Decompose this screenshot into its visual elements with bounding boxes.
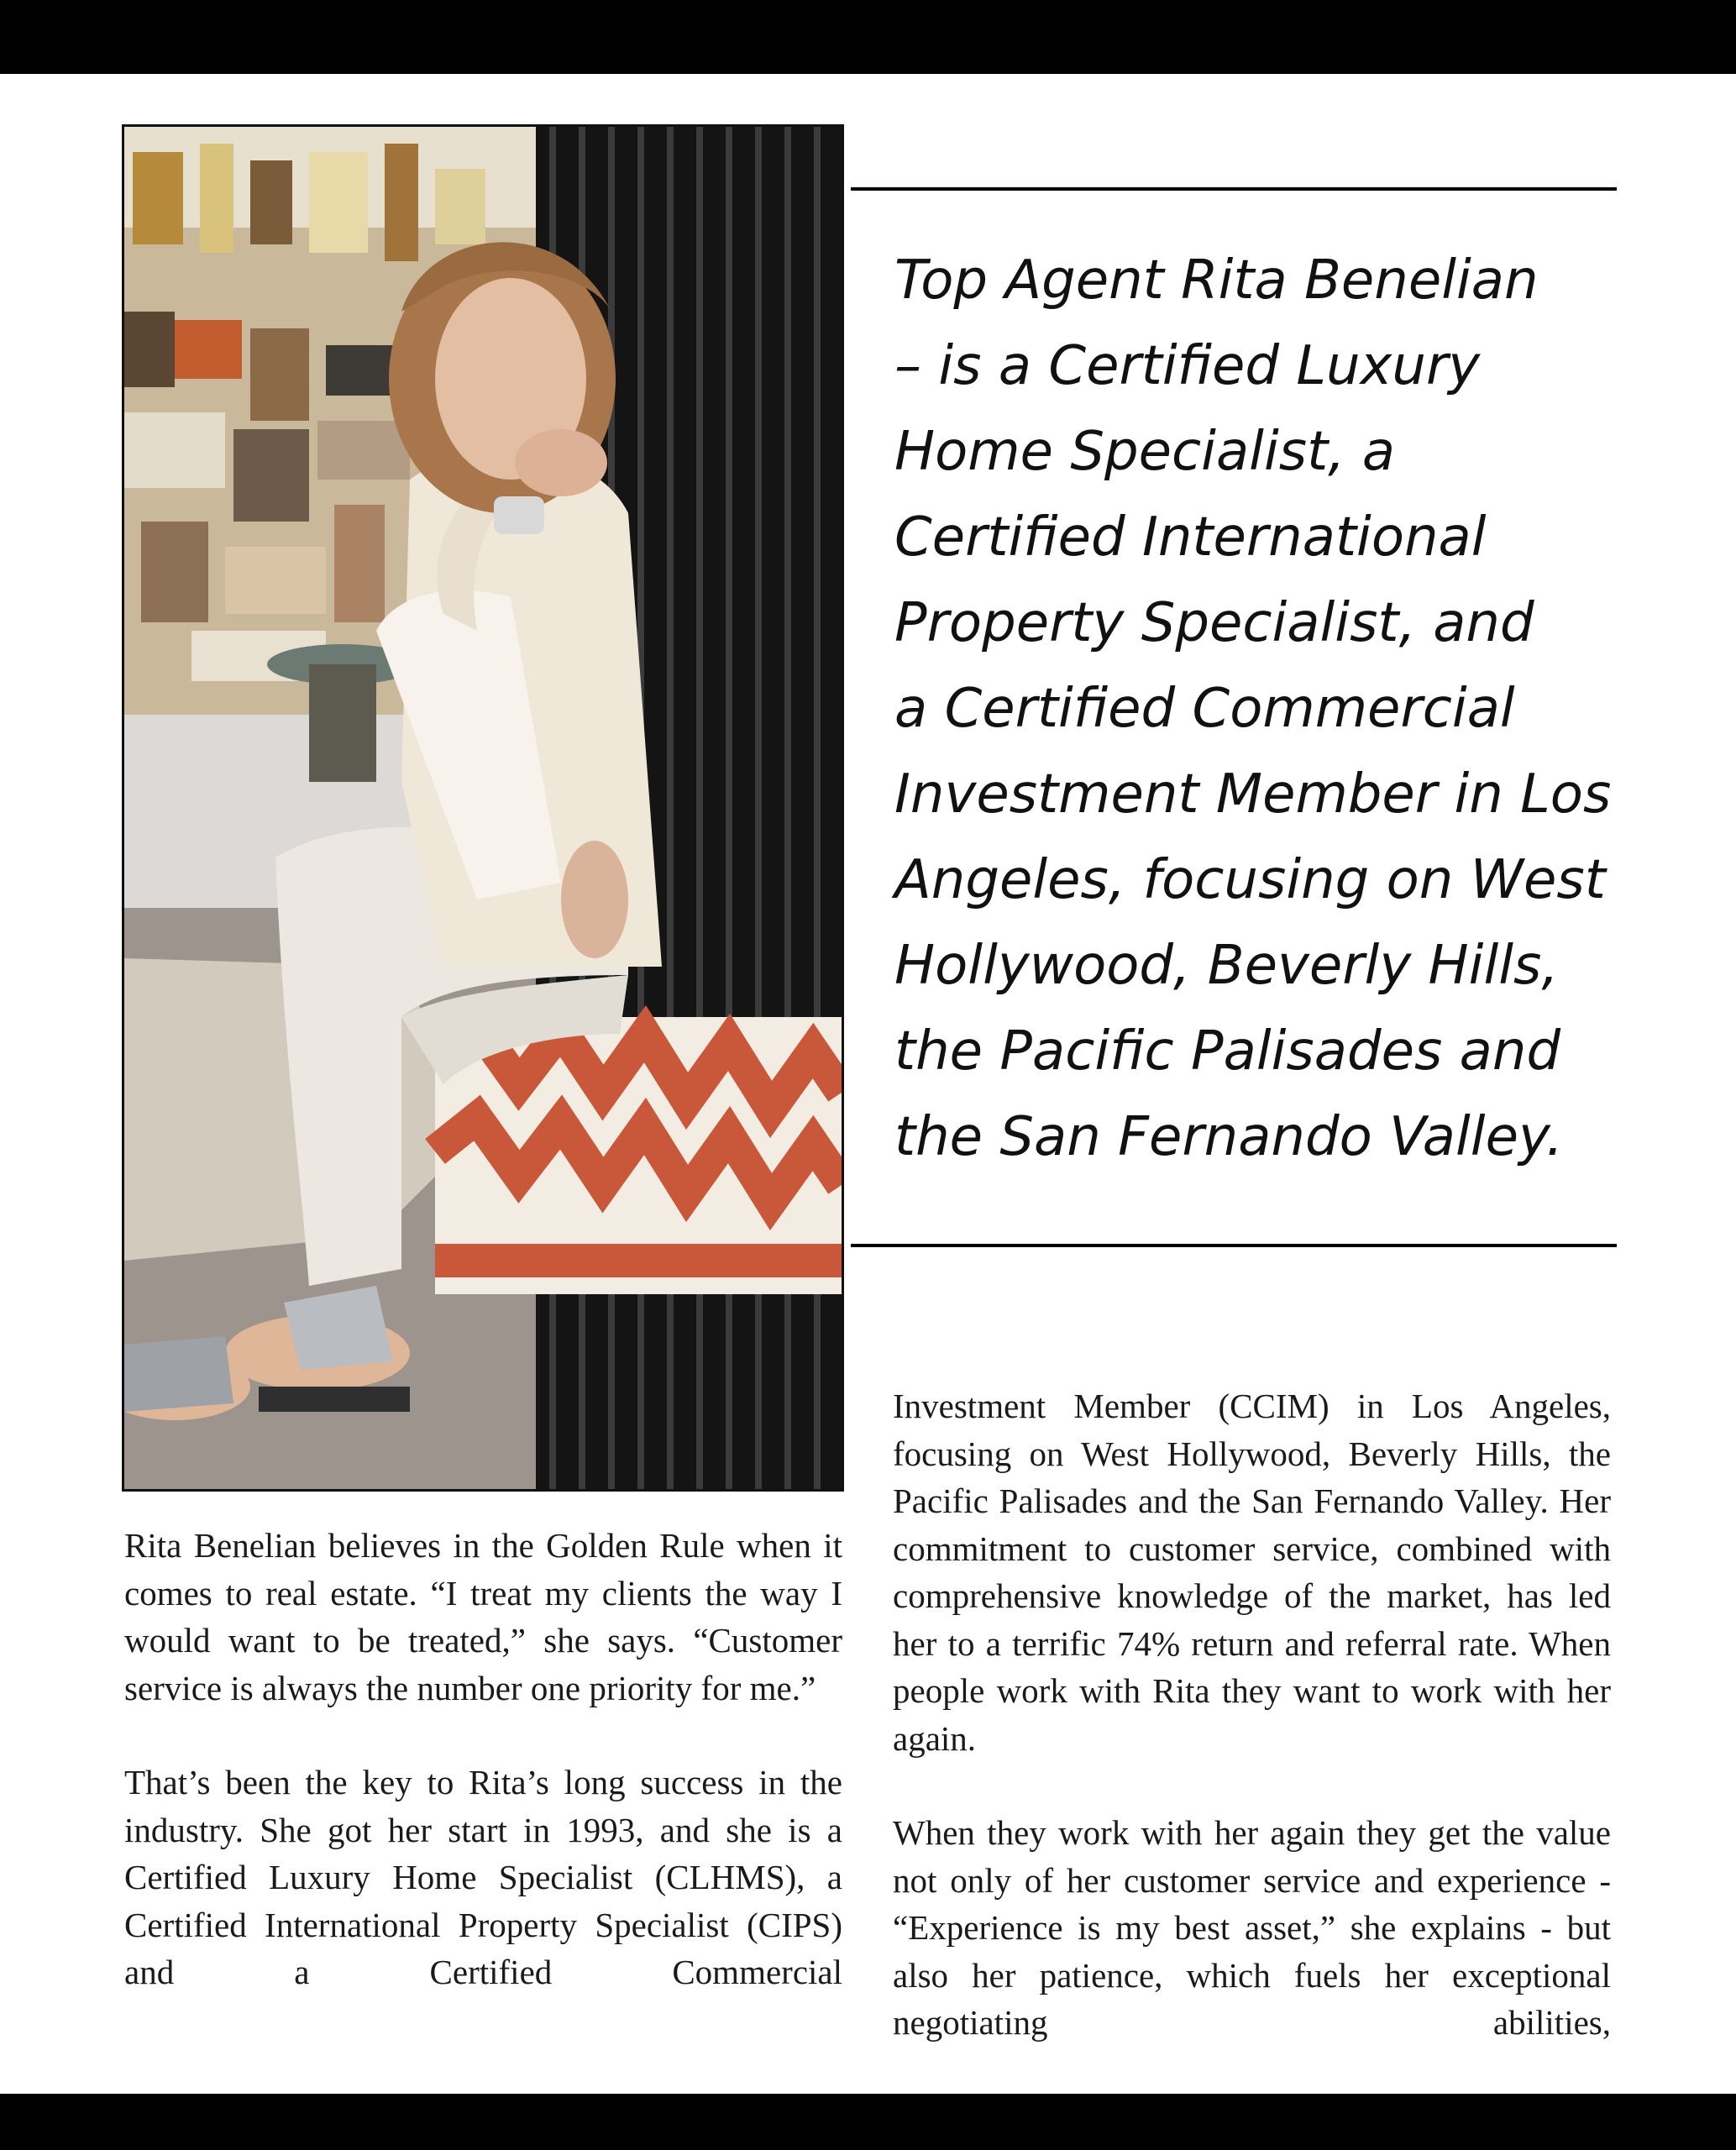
pull-quote-line: the Pacific Palisades and bbox=[894, 1020, 1561, 1083]
pull-quote-line: Investment Member in Los bbox=[894, 763, 1612, 826]
portrait-photo bbox=[122, 124, 844, 1492]
pull-quote-line: Property Specialist, and bbox=[894, 592, 1534, 654]
bottom-frame-bar bbox=[0, 2094, 1736, 2150]
article-paragraph: That’s been the key to Rita’s long success in the industry. She got her start in 1993, and she is a Certified Luxury Home Specialist (CLHMS), a Certified International Property Specialist (CIPS) and a Certified Commercial bbox=[124, 1763, 842, 1991]
pull-quote-bottom-rule bbox=[851, 1244, 1617, 1247]
pull-quote-line: Hollywood, Beverly Hills, bbox=[894, 935, 1559, 997]
patterned-cushion bbox=[435, 1017, 842, 1294]
pull-quote-line: Angeles, focusing on West bbox=[894, 849, 1606, 911]
article-left-column bbox=[124, 1522, 842, 2043]
pull-quote-line: a Certified Commercial bbox=[894, 678, 1515, 740]
pull-quote-top-rule bbox=[851, 187, 1617, 191]
article-paragraph: When they work with her again they get the value not only of her customer service and experience - “Experience is my best asset,” she explains - but also her patience, which fuels her exceptional negotiating abilities, bbox=[893, 1813, 1611, 2042]
article-paragraph: Rita Benelian believes in the Golden Rule when it comes to real estate. “I treat my clients the way I would want to be treated,” she says. “Customer service is always the number one priority for me.” bbox=[124, 1526, 842, 1707]
pull-quote-line: Certified International bbox=[894, 506, 1487, 569]
article-right-column bbox=[893, 1382, 1611, 2094]
pull-quote bbox=[894, 238, 1617, 1180]
top-frame-bar bbox=[0, 0, 1736, 74]
pull-quote-line: Top Agent Rita Benelian bbox=[894, 249, 1539, 312]
pull-quote-line: the San Fernando Valley. bbox=[894, 1106, 1564, 1168]
pull-quote-line: Home Specialist, a bbox=[894, 421, 1396, 483]
article-paragraph: Investment Member (CCIM) in Los Angeles, focusing on West Hollywood, Beverly Hills, the Pacific Palisades and the San Fernando Valley. Her commitment to customer service, combined with comprehensive knowledge of the market, has led her to a terrific 74% return and referral rate. When people work with Rita they want to work with her again. bbox=[893, 1387, 1611, 1758]
pull-quote-line: – is a Certified Luxury bbox=[894, 335, 1481, 397]
